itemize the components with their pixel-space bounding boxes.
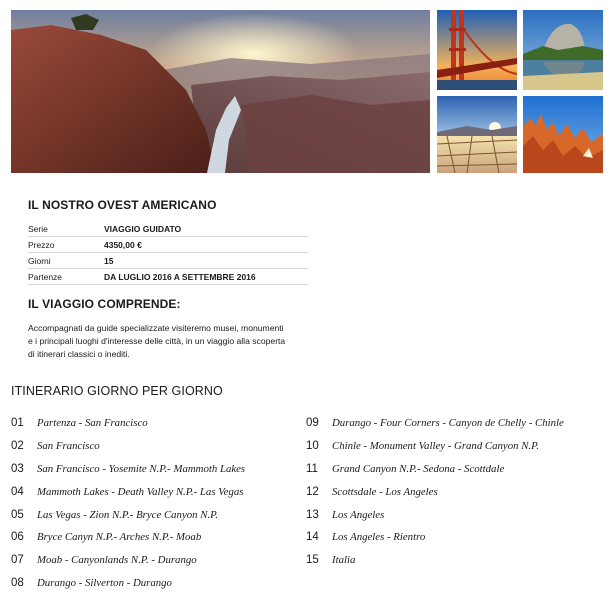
day-number: 01 — [11, 417, 24, 430]
detail-value: VIAGGIO GUIDATO — [104, 223, 182, 234]
day-route: Partenza - San Francisco — [37, 417, 148, 430]
day-number: 14 — [306, 531, 319, 544]
day-number: 10 — [306, 440, 319, 453]
day-number: 04 — [11, 485, 24, 498]
itinerary-day — [11, 549, 301, 572]
day-number: 13 — [306, 508, 319, 521]
day-number: 09 — [306, 417, 319, 430]
itinerary-column-left — [11, 412, 301, 594]
day-route: Grand Canyon N.P.- Sedona - Scottdale — [332, 462, 505, 475]
tour-title: IL NOSTRO OVEST AMERICANO — [28, 198, 217, 212]
day-route: Chinle - Monument Valley - Grand Canyon N.P. — [332, 440, 540, 453]
day-route: Scottsdale - Los Angeles — [332, 485, 438, 498]
day-route: San Francisco — [37, 440, 100, 453]
day-route: Italia — [332, 554, 356, 567]
day-number: 02 — [11, 440, 24, 453]
itinerary-day — [11, 458, 301, 481]
itinerary-day — [306, 549, 606, 572]
detail-value: 15 — [104, 255, 114, 266]
death-valley-photo — [437, 96, 517, 173]
includes-description: Accompagnati da guide specializzate visiteremo musei, monumenti e i principali luoghi d'interesse delle città, in un viaggio alla scoperta di itinerari classici o inediti. — [28, 323, 286, 359]
day-route: Los Angeles - Rientro — [332, 531, 426, 544]
detail-label: Giorni — [28, 255, 51, 266]
itinerary-day — [306, 526, 606, 549]
itinerary-day — [11, 480, 301, 503]
grand-canyon-photo — [11, 10, 430, 173]
day-route: Durango - Silverton - Durango — [37, 576, 172, 589]
day-route: Los Angeles — [332, 508, 385, 521]
golden-gate-bridge-photo — [437, 10, 517, 90]
day-route: Mammoth Lakes - Death Valley N.P.- Las Vegas — [37, 485, 244, 498]
itinerary-day — [306, 458, 606, 481]
detail-label: Partenze — [28, 271, 63, 282]
detail-value: DA LUGLIO 2016 A SETTEMBRE 2016 — [104, 271, 256, 282]
itinerary-day — [306, 412, 606, 435]
detail-value: 4350,00 € — [104, 239, 142, 250]
day-number: 11 — [306, 462, 318, 475]
day-number: 07 — [11, 554, 24, 567]
day-number: 12 — [306, 485, 319, 498]
itinerary-day — [11, 572, 301, 595]
yosemite-photo — [523, 10, 603, 90]
day-number: 06 — [11, 531, 24, 544]
itinerary-day — [11, 435, 301, 458]
detail-row-giorni — [28, 253, 308, 269]
day-number: 03 — [11, 462, 24, 475]
detail-label: Serie — [28, 223, 48, 234]
day-route: Bryce Canyn N.P.- Arches N.P.- Moab — [37, 531, 202, 544]
bryce-canyon-photo — [523, 96, 603, 173]
day-number: 05 — [11, 508, 24, 521]
day-route: Las Vegas - Zion N.P.- Bryce Canyon N.P. — [37, 508, 219, 521]
day-route: Moab - Canyonlands N.P. - Durango — [37, 554, 197, 567]
detail-row-prezzo — [28, 237, 308, 253]
tour-details-table — [28, 221, 308, 285]
itinerary-day — [11, 412, 301, 435]
day-number: 08 — [11, 576, 24, 589]
itinerary-column-right — [306, 412, 606, 572]
itinerary-day — [11, 503, 301, 526]
day-route: Durango - Four Corners - Canyon de Chelly - Chinle — [332, 417, 564, 430]
day-route: San Francisco - Yosemite N.P.- Mammoth Lakes — [37, 462, 246, 475]
detail-row-partenze — [28, 269, 308, 285]
itinerary-day — [306, 435, 606, 458]
detail-label: Prezzo — [28, 239, 55, 250]
includes-title: IL VIAGGIO COMPRENDE: — [28, 297, 181, 311]
itinerary-day — [306, 480, 606, 503]
itinerary-day — [306, 503, 606, 526]
itinerary-title: ITINERARIO GIORNO PER GIORNO — [11, 384, 223, 398]
itinerary-day — [11, 526, 301, 549]
detail-row-serie — [28, 221, 308, 237]
day-number: 15 — [306, 554, 319, 567]
